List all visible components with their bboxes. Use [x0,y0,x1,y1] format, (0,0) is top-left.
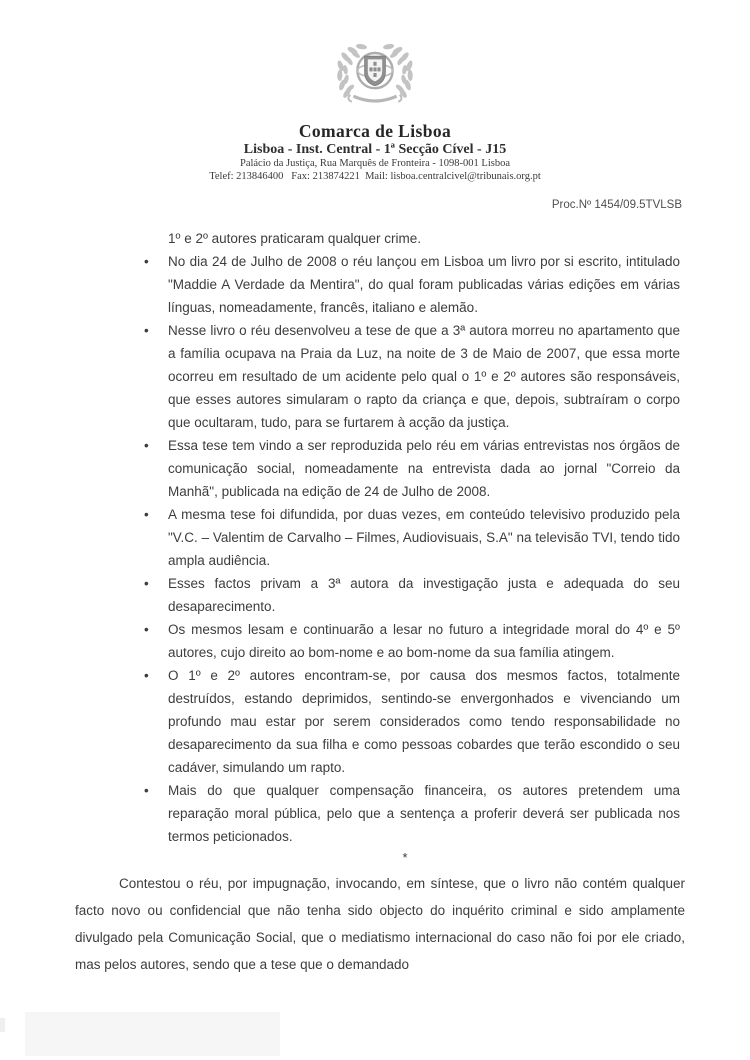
court-contacts: Telef: 213846400 Fax: 213874221 Mail: lisboa.centralcivel@tribunais.org.pt [209,170,541,182]
bullet-item: • A mesma tese foi difundida, por duas vezes, em conteúdo televisivo produzido pela "V.C. – Valentim de Carvalho – Filmes, Audiovisuais, S.A" na televisão TVI, tendo tido ampla audiência. [168,503,680,572]
bullet-item: • O 1º e 2º autores encontram-se, por causa dos mesmos factos, totalmente destruídos, estando deprimidos, sentindo-se envergonhados e vivenciando um profundo mau estar por serem considerados como tendo responsabilidade no desaparecimento da sua filha e como pessoas cobardes que terão escondido o seu cadáver, simulando um rapto. [168,664,680,779]
scan-speck [0,1018,5,1032]
bullet-item: • Nesse livro o réu desenvolveu a tese de que a 3ª autora morreu no apartamento que a família ocupava na Praia da Luz, na noite de 3 de Maio de 2007, que essa morte ocorreu em resultado de um acidente pelo qual o 1º e 2º autores são responsáveis, que esses autores simularam o rapto da criança e que, depois, subtraíram o corpo que ocultaram, tudo, para se furtarem à acção da justiça. [168,319,680,434]
court-name: Comarca de Lisboa [298,121,452,141]
portugal-coat-of-arms-icon [320,40,430,119]
process-number: Proc.Nº 1454/09.5TVLSB [551,199,682,211]
closing-paragraph: Contestou o réu, por impugnação, invocando, em síntese, que o livro não contém qualquer facto novo ou confidencial que não tenha sido objecto do inquérito criminal e sido amplamente divulgado pela Comunicação Social, que o mediatismo internacional do caso não foi por ele criado, mas pelos autores, sendo que a tese que o demandado [75,876,685,972]
scan-artifact [25,1012,280,1056]
continuation-text: 1º e 2º autores praticaram qualquer crime. [168,231,421,246]
section-separator: * [402,850,408,865]
bullet-list [168,250,680,848]
bullet-item: • Os mesmos lesam e continuarão a lesar no futuro a integridade moral do 4º e 5º autores, cujo direito ao bom-nome e ao bom-nome da sua família atingem. [168,618,680,664]
bullet-item: • Essa tese tem vindo a ser reproduzida pelo réu em várias entrevistas nos órgãos de comunicação social, nomeadamente na entrevista dada ao jornal "Correio da Manhã", publicada na edição de 24 de Julho de 2008. [168,434,680,503]
bullet-item: • Esses factos privam a 3ª autora da investigação justa e adequada do seu desaparecimento. [168,572,680,618]
court-section: Lisboa - Inst. Central - 1ª Secção Cível - J15 [243,142,507,157]
document-body [168,227,680,848]
bullet-item: • No dia 24 de Julho de 2008 o réu lançou em Lisboa um livro por si escrito, intitulado "Maddie A Verdade da Mentira", do qual foram publicadas várias edições em várias línguas, nomeadamente, francês, italiano e alemão. [168,250,680,319]
letterhead [0,0,750,183]
bullet-item: • Mais do que qualquer compensação financeira, os autores pretendem uma reparação moral pública, pelo que a sentença a proferir deverá ser publicada nos termos peticionados. [168,779,680,848]
court-address: Palácio da Justiça, Rua Marquês de Fronteira - 1098-001 Lisboa [239,158,511,169]
